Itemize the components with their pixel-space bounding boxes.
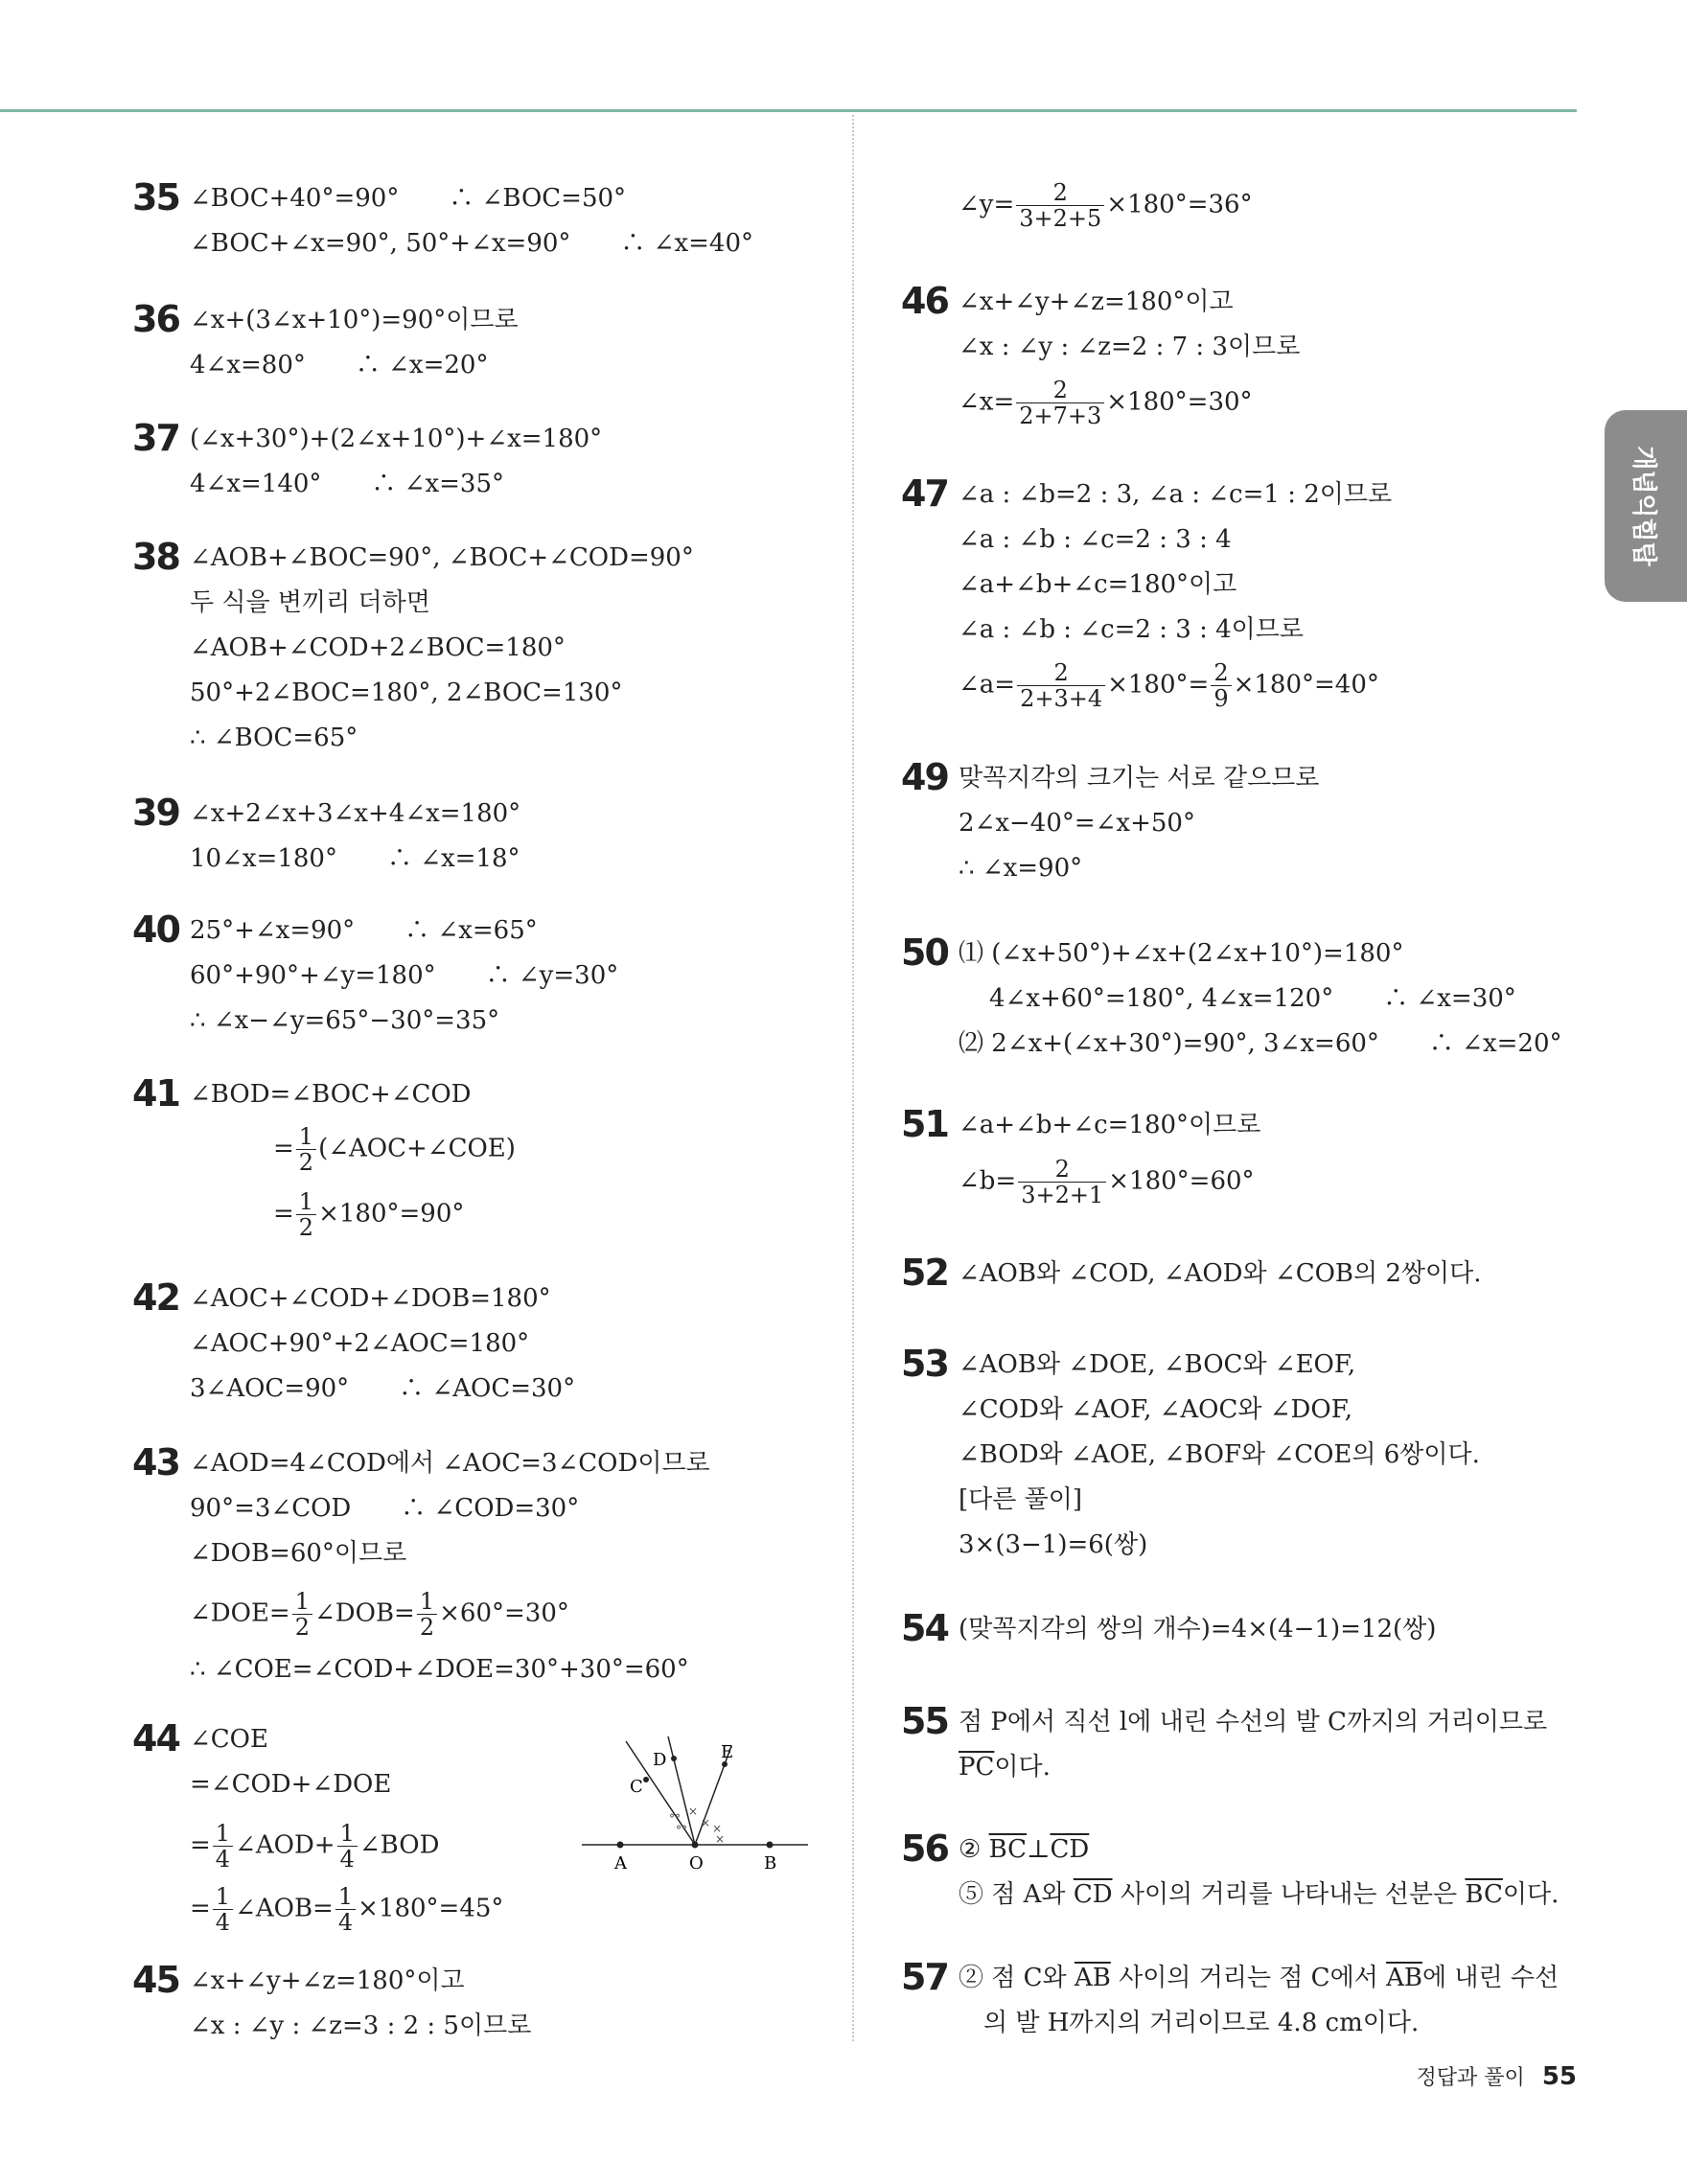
- solution-line: [959, 1833, 1089, 1866]
- text: ×180°=: [1107, 670, 1210, 700]
- fraction: [335, 1884, 356, 1935]
- denominator: 4: [213, 1909, 233, 1935]
- solution-line: ∠a+∠b+∠c=180°이므로: [959, 1111, 1261, 1139]
- problem-number: 37: [132, 417, 179, 459]
- solution-line: [959, 378, 1253, 428]
- solution-line: ∴ ∠BOC=65°: [190, 724, 358, 752]
- text: ∠DOB=: [314, 1598, 415, 1628]
- solution-line: 3×(3−1)=6(쌍): [959, 1530, 1148, 1559]
- solution-line: [190, 1884, 503, 1935]
- solution-line: ∠a+∠b+∠c=180°이고: [959, 570, 1237, 599]
- angle-mark: °°: [669, 1812, 681, 1826]
- solution-line: 10∠x=180° ∴ ∠x=18°: [190, 844, 520, 873]
- problem-number: 39: [132, 792, 179, 834]
- fraction: [296, 1189, 316, 1240]
- solution-line: ∠BOD=∠BOC+∠COD: [190, 1080, 472, 1109]
- numerator: 2: [1052, 179, 1068, 206]
- solution-line: ∠AOC+∠COD+∠DOB=180°: [190, 1284, 551, 1313]
- label-b: B: [764, 1853, 777, 1874]
- solution-line: ⑵ 2∠x+(∠x+30°)=90°, 3∠x=60° ∴ ∠x=20°: [959, 1029, 1562, 1058]
- solution-line: ∠BOC+40°=90° ∴ ∠BOC=50°: [190, 184, 627, 213]
- side-tab: [1605, 410, 1687, 602]
- text: ×180°=30°: [1106, 387, 1253, 417]
- solution-line: ∠x+2∠x+3∠x+4∠x=180°: [190, 799, 521, 828]
- fraction: [1017, 660, 1105, 711]
- solution-line: 4∠x+60°=180°, 4∠x=120° ∴ ∠x=30°: [989, 984, 1516, 1013]
- text: ⑤ 점 A와: [959, 1880, 1074, 1909]
- solution-line: ∠x+∠y+∠z=180°이고: [959, 287, 1234, 316]
- point-b: [767, 1842, 774, 1849]
- solution-line: ∠a : ∠b : ∠c=2 : 3 : 4이므로: [959, 615, 1304, 644]
- text: ∠y=: [959, 190, 1015, 219]
- text: ②: [959, 1835, 989, 1864]
- solution-line: ∴ ∠COE=∠COD+∠DOE=30°+30°=60°: [190, 1655, 689, 1684]
- numerator: 2: [1053, 659, 1069, 686]
- solution-line: ∠a : ∠b=2 : 3, ∠a : ∠c=1 : 2이므로: [959, 480, 1393, 509]
- solution-line: ∠AOC+90°+2∠AOC=180°: [190, 1329, 530, 1358]
- solution-line: ∠DOB=60°이므로: [190, 1539, 407, 1568]
- denominator: 2+3+4: [1017, 685, 1105, 711]
- point-d: [671, 1756, 677, 1761]
- fraction: [296, 1124, 316, 1175]
- solution-line: [273, 1189, 464, 1240]
- solution-line: ∴ ∠x=90°: [959, 854, 1083, 883]
- segment-cd: $\overline{CD}$: [1073, 1880, 1113, 1909]
- denominator: 9: [1211, 685, 1231, 711]
- fraction: [1018, 1157, 1106, 1207]
- problem-number: 49: [901, 756, 948, 798]
- text: ×180°=40°: [1233, 670, 1379, 700]
- solution-line: [959, 660, 1379, 711]
- problem-number: 40: [132, 908, 179, 951]
- segment-ab: $\overline{AB}$: [1074, 1964, 1111, 1992]
- problem-number: 45: [132, 1959, 179, 2001]
- text: ∠x=: [959, 387, 1015, 417]
- denominator: 4: [335, 1909, 356, 1935]
- fraction: [213, 1821, 233, 1872]
- solution-line: ∠x : ∠y : ∠z=3 : 2 : 5이므로: [190, 2012, 532, 2040]
- solution-line: ∠x : ∠y : ∠z=2 : 7 : 3이므로: [959, 333, 1301, 361]
- solution-line: 의 발 H까지의 거리이므로 4.8 cm이다.: [983, 2009, 1420, 2037]
- solution-line: ∠AOB+∠COD+2∠BOC=180°: [190, 633, 566, 662]
- denominator: 4: [213, 1846, 233, 1872]
- numerator: 1: [339, 1820, 355, 1847]
- top-rule: [0, 109, 1577, 112]
- solution-line: [다른 풀이]: [959, 1485, 1083, 1514]
- problem-number: 54: [901, 1607, 948, 1649]
- problem-number: 41: [132, 1072, 179, 1115]
- angle-mark: ×: [715, 1832, 726, 1846]
- text: ② 점 C와: [959, 1964, 1075, 1992]
- point-o: [692, 1842, 699, 1849]
- solution-line: [959, 1878, 1559, 1911]
- solution-line: =∠COD+∠DOE: [190, 1770, 392, 1799]
- angle-mark: ×: [688, 1805, 699, 1818]
- text: ⊥: [1027, 1835, 1051, 1864]
- problem-number: 52: [901, 1252, 948, 1294]
- problem-number: 55: [901, 1700, 948, 1742]
- text: 에 내린 수선: [1421, 1964, 1560, 1992]
- solution-line: ∠BOC+∠x=90°, 50°+∠x=90° ∴ ∠x=40°: [190, 229, 753, 258]
- solution-line: [959, 180, 1253, 231]
- problem-number: 36: [132, 298, 179, 340]
- fraction: [292, 1589, 312, 1640]
- text: ×180°=45°: [358, 1894, 504, 1923]
- segment-pc: $\overline{PC}$: [959, 1753, 995, 1782]
- solution-line: 25°+∠x=90° ∴ ∠x=65°: [190, 916, 538, 945]
- numerator: 1: [215, 1820, 231, 1847]
- text: 사이의 거리를 나타내는 선분은: [1112, 1880, 1466, 1909]
- problem-number: 44: [132, 1717, 179, 1759]
- solution-line: [959, 1962, 1559, 1994]
- point-a: [617, 1842, 624, 1849]
- text: ∠DOE=: [190, 1598, 290, 1628]
- text: ×180°=36°: [1106, 190, 1253, 219]
- numerator: 1: [298, 1123, 314, 1150]
- solution-line: 4∠x=80° ∴ ∠x=20°: [190, 351, 489, 379]
- segment-cd: $\overline{CD}$: [1050, 1835, 1090, 1864]
- numerator: 2: [1054, 1156, 1070, 1183]
- solution-line: ∠AOB와 ∠DOE, ∠BOC와 ∠EOF,: [959, 1350, 1356, 1379]
- solution-line: ∠x+∠y+∠z=180°이고: [190, 1966, 465, 1995]
- numerator: 2: [1052, 377, 1068, 403]
- solution-line: 3∠AOC=90° ∴ ∠AOC=30°: [190, 1374, 576, 1403]
- solution-line: [190, 1589, 569, 1640]
- text: ∠BOD: [358, 1830, 440, 1860]
- solution-line: 90°=3∠COD ∴ ∠COD=30°: [190, 1494, 580, 1523]
- problem-number: 47: [901, 472, 948, 515]
- text: =: [190, 1830, 211, 1860]
- fraction: [1016, 180, 1104, 231]
- solution-line: ∠BOD와 ∠AOE, ∠BOF와 ∠COE의 6쌍이다.: [959, 1440, 1480, 1469]
- angle-mark: ×: [701, 1816, 711, 1829]
- fraction: [337, 1821, 358, 1872]
- fraction: [1016, 378, 1104, 428]
- fraction: [1211, 660, 1231, 711]
- page-number: 55: [1541, 2062, 1577, 2091]
- solution-line: [959, 1157, 1255, 1207]
- segment-bc: $\overline{BC}$: [988, 1835, 1028, 1864]
- text: ×180°=90°: [318, 1199, 465, 1229]
- solution-line: 2∠x−40°=∠x+50°: [959, 809, 1195, 838]
- solution-line: (맞꼭지각의 쌍의 개수)=4×(4−1)=12(쌍): [959, 1615, 1437, 1644]
- angle-figure: [580, 1735, 810, 1888]
- problem-number: 53: [901, 1343, 948, 1385]
- segment-bc: $\overline{BC}$: [1465, 1880, 1503, 1909]
- numerator: 1: [337, 1883, 354, 1910]
- problem-number: 35: [132, 176, 179, 218]
- numerator: 1: [298, 1188, 314, 1215]
- fraction: [213, 1884, 233, 1935]
- solution-line: [190, 1821, 439, 1872]
- solution-line: 50°+2∠BOC=180°, 2∠BOC=130°: [190, 678, 623, 707]
- numerator: 1: [215, 1883, 231, 1910]
- point-c: [643, 1777, 649, 1782]
- side-tab-label: 개념익힘탑: [1629, 446, 1658, 566]
- label-e: E: [721, 1742, 734, 1762]
- solution-line: 4∠x=140° ∴ ∠x=35°: [190, 470, 504, 498]
- denominator: 3+2+5: [1016, 205, 1104, 231]
- denominator: 2+7+3: [1016, 402, 1104, 428]
- label-a: A: [614, 1853, 627, 1874]
- text: ∠AOB=: [235, 1894, 334, 1923]
- denominator: 2: [292, 1614, 312, 1640]
- numerator: 1: [294, 1588, 310, 1615]
- text: (∠AOC+∠COE): [318, 1134, 516, 1163]
- solution-line: ∴ ∠x−∠y=65°−30°=35°: [190, 1006, 500, 1035]
- label-o: O: [689, 1853, 704, 1874]
- text: 이다.: [994, 1753, 1051, 1782]
- text: 이다.: [1502, 1880, 1560, 1909]
- problem-number: 43: [132, 1441, 179, 1483]
- text: ∠b=: [959, 1166, 1017, 1196]
- problem-number: 50: [901, 931, 948, 974]
- solution-line: [959, 1751, 1051, 1783]
- problem-number: 38: [132, 536, 179, 578]
- text: =: [273, 1134, 294, 1163]
- problem-number: 46: [901, 280, 948, 322]
- numerator: 2: [1213, 659, 1229, 686]
- text: =: [190, 1894, 211, 1923]
- page-footer: [1417, 2061, 1577, 2091]
- solution-line: 점 P에서 직선 l에 내린 수선의 발 C까지의 거리이므로: [959, 1708, 1548, 1736]
- label-d: D: [653, 1750, 667, 1770]
- problem-number: 57: [901, 1956, 948, 1998]
- denominator: 2: [296, 1149, 316, 1175]
- solution-line: 맞꼭지각의 크기는 서로 같으므로: [959, 764, 1320, 793]
- problem-number: 56: [901, 1828, 948, 1870]
- solution-line: (∠x+30°)+(2∠x+10°)+∠x=180°: [190, 425, 603, 453]
- segment-ab: $\overline{AB}$: [1386, 1964, 1422, 1992]
- solution-line: 60°+90°+∠y=180° ∴ ∠y=30°: [190, 961, 619, 990]
- denominator: 2: [296, 1214, 316, 1240]
- solution-line: ∠a : ∠b : ∠c=2 : 3 : 4: [959, 525, 1232, 554]
- problem-number: 42: [132, 1276, 179, 1319]
- text: ×60°=30°: [439, 1598, 569, 1628]
- numerator: 1: [419, 1588, 435, 1615]
- solution-line: ∠AOB+∠BOC=90°, ∠BOC+∠COD=90°: [190, 543, 694, 572]
- solution-line: ∠COE: [190, 1725, 268, 1754]
- text: =: [273, 1199, 294, 1229]
- solution-line: [273, 1124, 516, 1175]
- denominator: 4: [337, 1846, 358, 1872]
- denominator: 2: [417, 1614, 437, 1640]
- solution-line: ∠COD와 ∠AOF, ∠AOC와 ∠DOF,: [959, 1395, 1352, 1424]
- solution-line: ∠AOB와 ∠COD, ∠AOD와 ∠COB의 2쌍이다.: [959, 1259, 1482, 1288]
- solution-line: ∠x+(3∠x+10°)=90°이므로: [190, 306, 519, 334]
- footer-label: 정답과 풀이: [1416, 2066, 1525, 2090]
- angle-mark: °°: [676, 1824, 687, 1837]
- problem-number: 51: [901, 1103, 948, 1145]
- text: ×180°=60°: [1108, 1166, 1255, 1196]
- fraction: [417, 1589, 437, 1640]
- solution-line: ∠AOD=4∠COD에서 ∠AOC=3∠COD이므로: [190, 1449, 710, 1478]
- column-divider: [852, 115, 854, 2041]
- label-c: C: [630, 1777, 643, 1797]
- solution-line: ⑴ (∠x+50°)+∠x+(2∠x+10°)=180°: [959, 939, 1404, 968]
- solution-line: 두 식을 변끼리 더하면: [190, 588, 430, 617]
- denominator: 3+2+1: [1018, 1182, 1106, 1207]
- text: 사이의 거리는 점 C에서: [1110, 1964, 1387, 1992]
- angle-mark: ×: [712, 1822, 723, 1835]
- text: ∠AOD+: [235, 1830, 335, 1860]
- text: ∠a=: [959, 670, 1016, 700]
